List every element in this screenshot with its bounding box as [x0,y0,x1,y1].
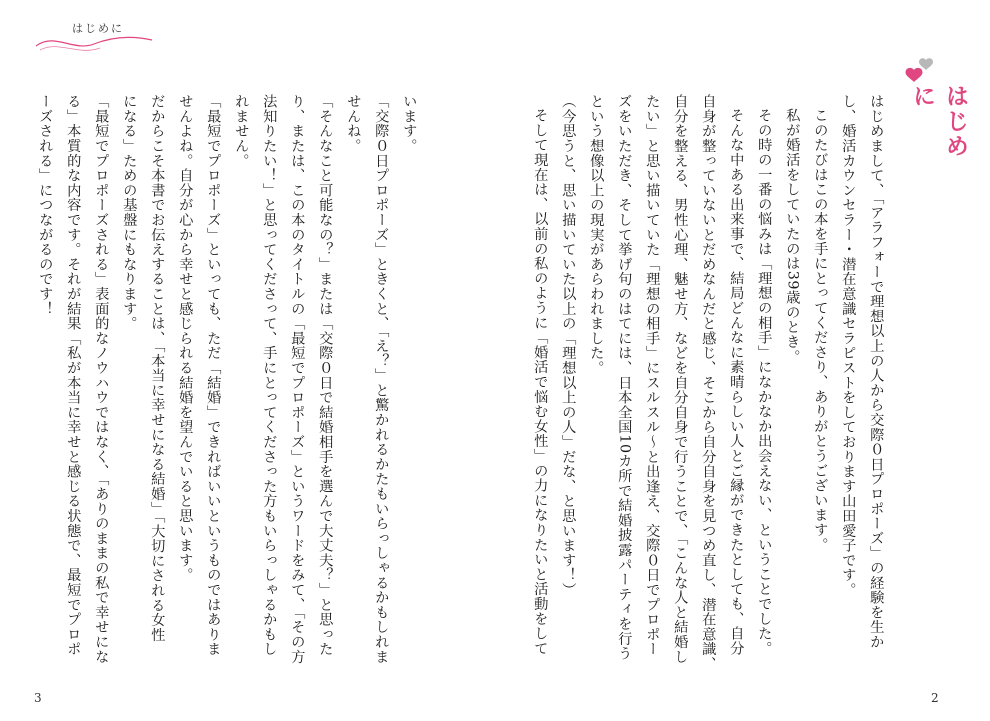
text-column: 「交際０日プロポーズ」ときくと、「え？」と驚かれるかたもいらっしゃるかもしれま [373,94,390,665]
text-column: る」本質的な内容です。それが結果「私が本当に幸せと感じる状態で、最短でプロポ [65,94,82,657]
text-column: います。 [401,94,418,154]
right-page [495,0,990,721]
chapter-heading [902,56,968,176]
text-column: はじめまして、「アラフォーで理想以上の人から交際０日プロポーズ」の経験を生か [868,94,885,650]
running-header-label: はじめに [72,22,124,35]
text-column: 「そんなこと可能なの？」または「交際０日で結婚相手を選んで大丈夫？」と思った [317,94,334,657]
text-column: し、婚活カウンセラー・潜在意識セラピストをしております山田愛子です。 [840,94,857,598]
text-column: 自身が整っていないとだめなんだと感じ、そこから自分自身を見つめ直し、潜在意識、 [700,94,717,672]
text-column: せんよね。自分が心から幸せと感じられる結婚を望んでいると思います。 [177,94,194,583]
text-column: せんね。 [345,94,362,154]
text-column: という想像以上の現実があらわれました。 [588,94,605,376]
text-column: その時の一番の悩みは「理想の相手」になかなか出会えない、ということでした。 [756,108,773,656]
text-column: だからこそ本書でお伝えすることは、「本当に幸せになる結婚」「大切にされる女性 [149,94,166,643]
page-number: 3 [34,691,42,705]
text-column: 「最短でプロポーズされる」表面的なノウハウではなく、「ありのままの私で幸せにな [93,94,110,665]
text-column: そして現在は、以前の私のように「婚活で悩む女性」の力になりたいと活動をして [532,108,549,656]
chapter-title: はじめに [909,84,968,159]
running-header [34,12,154,52]
text-column: ーズされる」につながるのです！ [37,94,54,316]
text-column: 自分を整える、男性心理、魅せ方、などを自分自身で行うことで、「こんな人と結婚し [672,94,689,665]
text-column: 私が婚活をしていたのは39歳のとき。 [784,108,801,364]
hearts-icon [904,56,940,86]
text-column: （今思うと、思い描いていた以上の「理想以上の人」だな、と思います！） [560,94,577,598]
text-column: そんな中ある出来事で、結局どんなに素晴らしい人とご縁ができたとしても、自分 [728,108,745,656]
text-column: 「最短でプロポーズ」といっても、ただ「結婚」できればいいというものではありま [205,94,222,657]
text-column: れません。 [233,94,250,168]
text-column: になる」ための基盤にもなります。 [121,94,138,331]
page-number: 2 [931,691,939,705]
text-column: このたびはこの本を手にとってくださり、ありがとうございます。 [812,108,829,552]
text-column: 法知りたい！」と思ってくださって、手にとってくださった方もいらっしゃるかもし [261,94,278,657]
text-column: ズをいただき、そして挙げ句のはてには、日本全国10カ所で結婚披露パーティを行う [616,94,633,661]
text-column: り、または、この本のタイトルの「最短でプロポーズ」というワードをみて、「その方 [289,94,306,665]
text-column: たい」と思い描いていた「理想の相手」にスルスル～と出逢え、交際０日でプロポー [644,94,661,657]
